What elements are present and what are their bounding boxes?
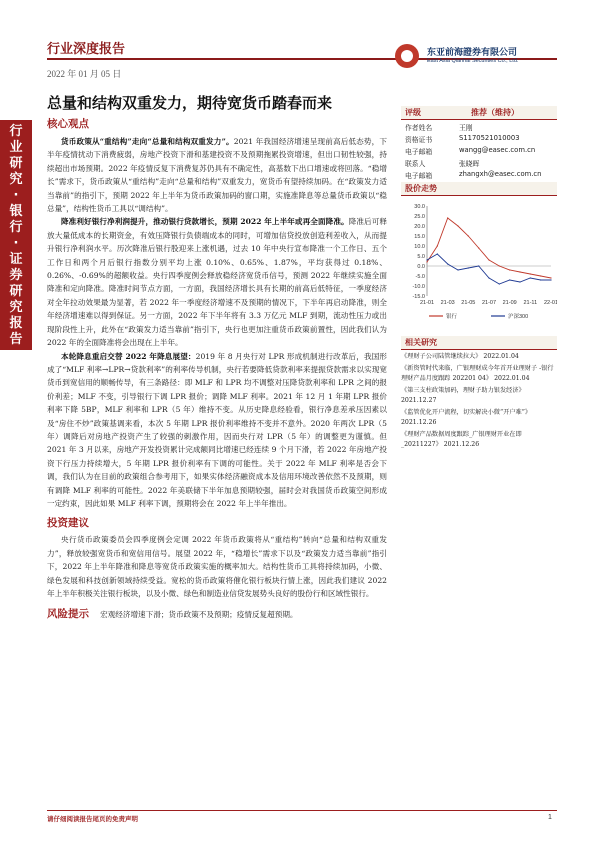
x-axis [420, 266, 557, 306]
series-point [550, 279, 551, 280]
stock-trend-svg [401, 200, 557, 330]
series-point [468, 267, 469, 268]
analyst-row-key: 作者姓名 [405, 124, 433, 132]
section-investment: 投资建议 [47, 517, 89, 530]
legend [429, 312, 528, 320]
analyst-row-key: 电子邮箱 [405, 172, 433, 180]
y-tick-label: -15.0 [412, 294, 425, 300]
series-point [530, 277, 531, 278]
analyst-row [401, 169, 557, 181]
logo-icon [395, 44, 419, 68]
analyst-row [401, 133, 557, 145]
series-group [426, 217, 551, 284]
legend-label: 银行 [446, 314, 458, 320]
related-research-title: 相关研究 [401, 336, 557, 350]
rating-bar [401, 106, 557, 120]
series-point [426, 261, 427, 262]
analyst-row-key: 资格证书 [405, 136, 433, 144]
paragraph-3-lead: 本轮降息重启交替 2022 年降息展望： [61, 351, 196, 361]
side-banner [0, 120, 32, 350]
series-point [468, 235, 469, 236]
series-line-hs300 [427, 254, 551, 284]
series-point [509, 279, 510, 280]
stock-trend-chart [401, 200, 557, 330]
footer-divider [47, 810, 557, 811]
x-tick-label: 21-01 [419, 300, 435, 306]
series-point [509, 269, 510, 270]
analyst-row [401, 157, 557, 169]
y-tick-label: 30.0 [414, 204, 425, 210]
related-item[interactable]: 《新资管时代来临，广银理财成今年首开业理财子 -银行理财产品月度跟踪 202201 04》 2022.01.04 [401, 365, 554, 382]
paragraph-3-text: 2019 年 8 月央行对 LPR 形成机制进行改革后，我国形成了“MLF 利率→LPR→贷款利率”的利率传导机制，央行若要降低贷款利率来提振贷款需求以实现宽货币到宽信用的顺畅传导，有三条路径：即 MLF 和 LPR 均不调整对压降贷款利率和 LPR 之间的报价利差；MLF 不变，引导银行下调 LPR 报价；调降 MLF 利率。2021 年 12 月 1 年期 LPR 报价利率下降 5BP，MLF 利率和 LPR（5 年）维持不变。从历史降息经验看，银行净息差承压因素以及“房住不炒”政策基调来看，本次 5 年期 LPR 报价利率维持不变并不意外。2020 年两次 LPR（5 年）调降后对房地产投资产生了较强的刺激作用，因而央行对 LPR（5 年）的调整更为谨慎。但 2021 年 3 月以来，房地产开发投资累计完成额同比增速已经连续 9 个月下滑，若 2022 年房地产投资下行压力持续增大，5 年期 LPR 报价利率有下调的可能性。关于 2022 年 MLF 利率是否会下调，我们认为在目前的政策组合参考用下，如果实体经济融资成本及信用环境改善依然不及预期，则有调降 MLF 利率的可能性。2022 年美联储下半年加息预期较强，届时会对我国货币政策空间形成一定约束，因此如果 MLF 利率下调，预期将会在 2022 年上半年推出。 [47, 351, 388, 508]
analyst-info-table [401, 121, 557, 181]
section-risk: 风险提示 [47, 608, 89, 621]
analyst-row-value: zhangxh@easec.com.cn [459, 170, 542, 178]
series-point [447, 263, 448, 264]
page-title: 总量和结构双重发力，期待宽货币踏春而来 [47, 94, 333, 112]
related-item[interactable]: 《监管优化开户流程，切实解决小微“开户难”》 2021.12.26 [401, 409, 532, 426]
series-point [488, 277, 489, 278]
analyst-row-key: 联系人 [405, 160, 426, 168]
series-point [437, 245, 438, 246]
analyst-row-value: 张晓晖 [459, 160, 480, 168]
paragraph-1-lead: 货币政策从“重结构”走向“总量和结构双重发力”。 [61, 137, 234, 146]
paragraph-2 [47, 215, 387, 349]
paragraph-2-text: 降准后可释放大量低成本的长期资金，有效压降银行负债端成本的同时，可增加信贷投放创造利差收入，从而提升银行净利润水平。历次降准后银行股迎来上涨机遇，过去 10 年中央行宣布降准一个工作日、五个工作日和两个月后银行指数分别平均上涨 0.10%、0.65%、1.87%，平均获得过 0.18%、0.26%、-0.69%的超额收益。央行四季度例会释放稳经济宽货币信号，预测 2022 年继续实施全面降准和定向降准。降准时间节点方面，一方面，我国经济增长具有长期的前高后低特征，一季度经济对全年拉动效果最为显著，若 2022 年一季度经济增速不及预期的情况下，下半年再启动降准，则全年经济增速难以得到保证。另一方面，2022 年下半年将有 3.3 万亿元 MLF 到期，流动性压力或出现阶段性上升，此外在“政策发力适当靠前”指引下，央行也更加注重货币政策前置性，因此我们认为 2022 年的全面降准将会出现在上半年。 [47, 217, 387, 348]
analyst-row-value: S1170521010003 [459, 134, 520, 142]
related-item[interactable]: 《第三支柱政策加码，理财子助力银发经济》 2021.12.27 [401, 387, 525, 404]
y-tick-label: -10.0 [412, 284, 425, 290]
y-tick-label: 5.0 [417, 254, 425, 260]
x-tick-label: 21-05 [461, 300, 476, 306]
x-tick-label: 21-03 [440, 300, 455, 306]
series-point [437, 253, 438, 254]
series-point [447, 217, 448, 218]
series-point [457, 269, 458, 270]
paragraph-2-lead: 降准利好银行净利润提升，推动银行贷款增长，预期 2022 年上半年或再全面降准。 [61, 217, 349, 227]
series-point [499, 283, 500, 284]
series-point [530, 273, 531, 274]
stock-trend-title: 股价走势 [401, 182, 557, 196]
series-point [540, 279, 541, 280]
series-point [540, 275, 541, 276]
paragraph-4: 央行货币政策委员会四季度例会定调 2022 年货币政策将从“重结构”转向“总量和结构双重发力”，释放较强宽货币和宽信用信号。展望 2022 年，“稳增长”需求下以及“政策发力适当靠前”指引下，2022 年上半年降准和降息等宽货币政策实施的概率加大。结构性货币工具将持续加码，小微、绿色发展和科技创新领域持续受益。宽松的货币政策将催化银行板块行情上涨，因此我们建议 2022 年上半年积极关注银行板块，以及小微、绿色和制造业信贷发展势头良好的股份行和区域性银行。 [47, 535, 387, 598]
analyst-row-value: wangg@easec.com.cn [459, 146, 536, 154]
risk-text: 宏观经济增速下滑；货币政策不及预期；疫情反复超预期。 [100, 610, 298, 620]
paragraph-1-text: 2021 年我国经济增速呈现前高后低态势，下半年疫情扰动下消费疲弱，房地产投资下滑和基建投资不及预期拖累投资增速，但出口韧性较强，持续超出市场预期。2022 年疫情反复下消费复苏仍具有不确定性，高基数下出口增速或将回落。“稳增长”需求下，货币政策从“重结构”走向“总量和结构”双重发力，宽货币有望持续加码。在“政策发力适当靠前”的指引下，预期 2022 年上半年为货币政策加码的窗口期，实施准降息等总量货币政策以“稳总量”，结构性货币工具以“调结构”。 [47, 137, 387, 214]
report-type-title: 行业深度报告 [47, 42, 126, 57]
x-tick-label: 22-01 [543, 300, 557, 306]
analyst-row-value: 王刚 [459, 124, 473, 132]
series-point [499, 265, 500, 266]
series-point [519, 281, 520, 282]
legend-label: 沪深300 [508, 314, 529, 320]
y-tick-label: 10.0 [414, 244, 425, 250]
y-tick-label: -5.0 [415, 274, 425, 280]
related-item[interactable]: 《理财子公司陆管继续拉大》 2022.01.04 [401, 353, 519, 360]
logo-name-cn: 东亚前海證券有限公司 [427, 48, 518, 58]
page-number: 1 [548, 814, 552, 821]
related-item[interactable]: 《理财产品数据周度跟踪_广银理财开业在即_20211227》 2021.12.26 [401, 431, 522, 448]
series-line-bank [427, 218, 551, 278]
y-axis [412, 204, 427, 300]
footer-disclaimer: 请仔细阅读报告尾页的免责声明 [47, 815, 138, 823]
series-point [488, 259, 489, 260]
section-core-view: 核心观点 [47, 118, 89, 130]
side-banner-text: 行业研究·银行·证券研究报告 [9, 124, 23, 347]
rating-value: 推荐（维持） [471, 108, 519, 117]
rating-label: 评级 [405, 108, 421, 117]
related-research-list [401, 352, 557, 452]
x-tick-label: 21-09 [502, 300, 517, 306]
analyst-row [401, 121, 557, 133]
logo-name-en: East Asia Qianhai Securities Co., Ltd. [427, 58, 519, 64]
x-tick-label: 21-11 [523, 300, 538, 306]
paragraph-1 [47, 135, 387, 215]
series-point [478, 247, 479, 248]
y-tick-label: 0.0 [417, 264, 425, 270]
company-logo [395, 44, 560, 70]
paragraph-3 [47, 350, 387, 511]
y-tick-label: 20.0 [414, 224, 425, 230]
series-point [519, 271, 520, 272]
y-tick-label: 15.0 [414, 234, 425, 240]
main-column [47, 116, 387, 622]
x-tick-label: 21-07 [481, 300, 497, 306]
series-point [426, 259, 427, 260]
series-point [550, 277, 551, 278]
report-date: 2022 年 01 月 05 日 [47, 69, 122, 79]
analyst-row-key: 电子邮箱 [405, 148, 433, 156]
risk-row [47, 602, 387, 621]
y-tick-label: 25.0 [414, 214, 425, 220]
analyst-row [401, 145, 557, 157]
series-point [457, 225, 458, 226]
series-point [478, 265, 479, 266]
